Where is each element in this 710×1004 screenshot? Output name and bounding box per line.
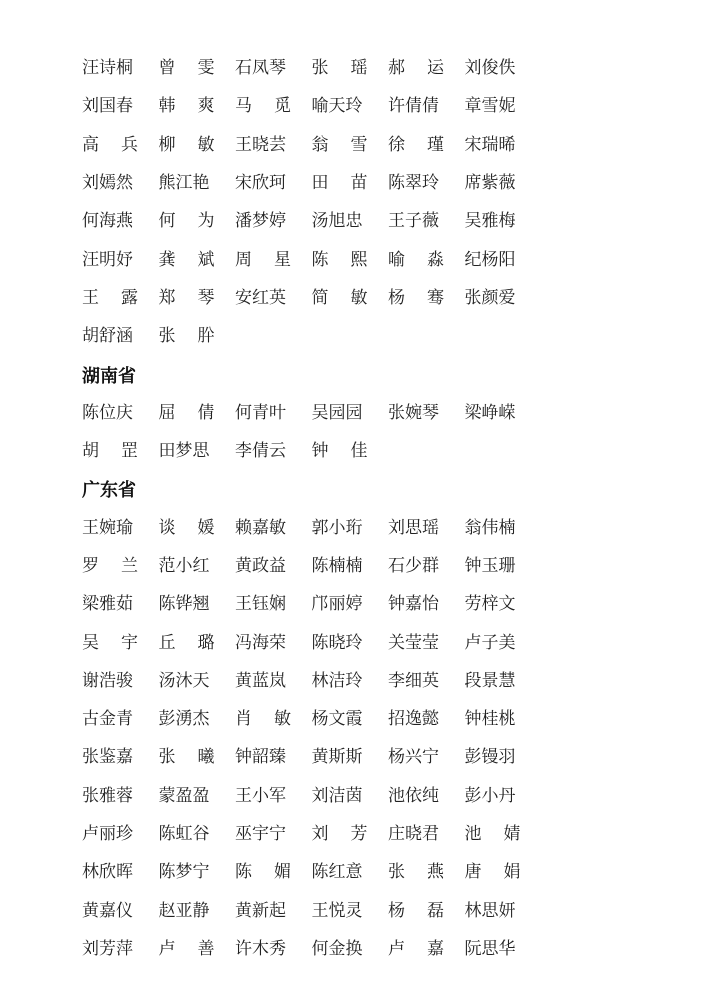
person-name: 胡舒涵 [82,326,133,347]
person-name: 段景慧 [464,670,516,691]
person-name: 邝丽婷 [311,594,363,615]
person-name: 彭小丹 [464,785,516,806]
person-name: 何青叶 [235,402,286,423]
person-name: 喻 淼 [388,249,444,270]
person-name: 古金青 [82,709,133,730]
person-name: 钟玉珊 [464,556,516,576]
person-name: 徐 瑾 [388,134,444,155]
person-name: 张颜爱 [464,287,516,308]
person-name: 胡 罡 [82,441,138,462]
person-name: 宋欣珂 [235,173,286,194]
person-name: 安红英 [235,287,286,308]
person-name: 张 肸 [158,326,215,347]
person-name: 谈 媛 [158,517,215,538]
person-name: 黄嘉仪 [82,900,133,921]
person-name: 吴 宇 [82,632,138,653]
person-name: 刘思瑶 [388,517,439,538]
person-name: 梁峥嵘 [464,402,516,423]
person-name: 周 星 [235,249,291,270]
person-name: 赵亚静 [158,900,210,921]
person-name: 黄蓝岚 [235,670,286,691]
person-name: 梁雅茹 [82,594,133,615]
person-name: 潘梦婷 [235,211,286,232]
person-name: 喻天玲 [311,96,363,117]
person-name: 肖 敏 [235,709,291,730]
person-name: 郭小珩 [311,517,363,538]
person-name: 张婉琴 [388,402,439,423]
name-row [82,623,642,661]
person-name: 汪诗桐 [82,58,133,79]
person-name: 卢丽珍 [82,824,133,845]
person-name: 汪明妤 [82,249,133,270]
person-name: 王小军 [235,785,286,806]
name-row [82,432,642,470]
person-name: 陈红意 [311,862,363,883]
person-name: 曾 雯 [158,58,215,79]
person-name: 王悦灵 [311,900,363,921]
person-name: 马 觅 [235,96,291,117]
person-name: 刘洁茵 [311,785,363,806]
person-name: 简 敏 [311,287,368,308]
person-name: 卢 善 [158,938,215,959]
person-name: 刘俊佚 [464,58,516,79]
person-name: 熊江艳 [158,173,210,194]
person-name: 劳梓文 [464,594,516,615]
person-name: 钟嘉怡 [388,594,439,615]
person-name: 王子薇 [388,211,439,232]
person-name: 杨兴宁 [388,747,439,768]
person-name: 汤旭忠 [311,211,363,232]
person-name: 宋瑞晞 [464,134,516,155]
person-name: 钟韶臻 [235,747,286,768]
person-name: 田 苗 [311,173,368,194]
person-name: 池依纯 [388,785,439,806]
person-name: 许木秀 [235,938,286,959]
person-name: 杨 磊 [388,900,444,921]
name-row [82,317,642,355]
person-name: 柳 敏 [158,134,215,155]
person-name: 招逸懿 [388,709,439,730]
person-name: 陈铧翘 [158,594,210,615]
person-name: 陈 媚 [235,862,291,883]
person-name: 张雅蓉 [82,785,133,806]
person-name: 黄新起 [235,900,286,921]
person-name: 张 瑶 [311,58,368,79]
name-row [82,547,642,585]
person-name: 刘 芳 [311,824,368,845]
province-heading: 湖南省 [82,365,136,387]
person-name: 石少群 [388,556,439,576]
person-name: 张 曦 [158,747,215,768]
person-name: 庄晓君 [388,824,439,845]
person-name: 李倩云 [235,441,286,462]
person-name: 罗 兰 [82,556,138,576]
name-row [82,738,642,776]
person-name: 郑 琴 [158,287,215,308]
person-name: 巫宇宁 [235,824,286,845]
person-name: 陈位庆 [82,402,133,423]
name-row [82,49,642,87]
name-row [82,892,642,930]
person-name: 陈梦宁 [158,862,210,883]
name-row [82,279,642,317]
name-row [82,700,642,738]
person-name: 唐 娟 [464,862,521,883]
person-name: 陈楠楠 [311,556,363,576]
province-heading: 广东省 [82,480,136,502]
person-name: 黄斯斯 [311,747,363,768]
person-name: 丘 璐 [158,632,215,653]
province-section [82,355,642,470]
person-name: 王钰娴 [235,594,286,615]
person-name: 吴雅梅 [464,211,516,232]
person-name: 卢 嘉 [388,938,444,959]
person-name: 彭湧杰 [158,709,210,730]
person-name: 彭镘羽 [464,747,516,768]
person-name: 赖嘉敏 [235,517,286,538]
name-row [82,240,642,278]
person-name: 钟 佳 [311,441,368,462]
person-name: 屈 倩 [158,402,215,423]
person-name: 谢浩骏 [82,670,133,691]
person-name: 张 燕 [388,862,444,883]
person-name: 林欣晖 [82,862,133,883]
person-name: 刘国春 [82,96,133,117]
person-name: 翁 雪 [311,134,368,155]
person-name: 刘嫣然 [82,173,133,194]
person-name: 何海燕 [82,211,133,232]
province-section [82,470,642,968]
person-name: 杨文霞 [311,709,363,730]
name-row [82,509,642,547]
person-name: 陈晓玲 [311,632,363,653]
person-name: 张鉴嘉 [82,747,133,768]
person-name: 钟桂桃 [464,709,516,730]
person-name: 席紫薇 [464,173,516,194]
person-name: 何 为 [158,211,215,232]
person-name: 阮思华 [464,938,516,959]
person-name: 王婉瑜 [82,517,133,538]
person-name: 何金换 [311,938,363,959]
person-name: 蒙盈盈 [158,785,210,806]
person-name: 冯海荣 [235,632,286,653]
person-name: 范小红 [158,556,210,576]
person-name: 许倩倩 [388,96,439,117]
person-name: 吴园园 [311,402,363,423]
province-section [82,49,642,355]
person-name: 郝 运 [388,58,444,79]
name-row [82,202,642,240]
name-row [82,126,642,164]
person-name: 章雪妮 [464,96,516,117]
name-row [82,930,642,968]
person-name: 黄政益 [235,556,286,576]
person-name: 卢子美 [464,632,516,653]
person-name: 李细英 [388,670,439,691]
person-name: 王晓芸 [235,134,286,155]
name-row [82,164,642,202]
person-name: 池 婧 [464,824,521,845]
name-row [82,662,642,700]
name-row [82,815,642,853]
person-name: 关莹莹 [388,632,439,653]
person-name: 汤沐天 [158,670,210,691]
person-name: 王 露 [82,287,138,308]
person-name: 林洁玲 [311,670,363,691]
name-row [82,777,642,815]
name-list-page [82,49,642,968]
name-row [82,87,642,125]
person-name: 翁伟楠 [464,517,516,538]
person-name: 陈翠玲 [388,173,439,194]
person-name: 刘芳萍 [82,938,133,959]
person-name: 田梦思 [158,441,210,462]
person-name: 高 兵 [82,134,138,155]
person-name: 龚 斌 [158,249,215,270]
person-name: 石凤琴 [235,58,286,79]
person-name: 林思妍 [464,900,516,921]
person-name: 陈虹谷 [158,824,210,845]
person-name: 韩 爽 [158,96,215,117]
name-row [82,585,642,623]
name-row [82,394,642,432]
person-name: 陈 熙 [311,249,368,270]
person-name: 杨 骞 [388,287,444,308]
person-name: 纪杨阳 [464,249,516,270]
name-row [82,853,642,891]
